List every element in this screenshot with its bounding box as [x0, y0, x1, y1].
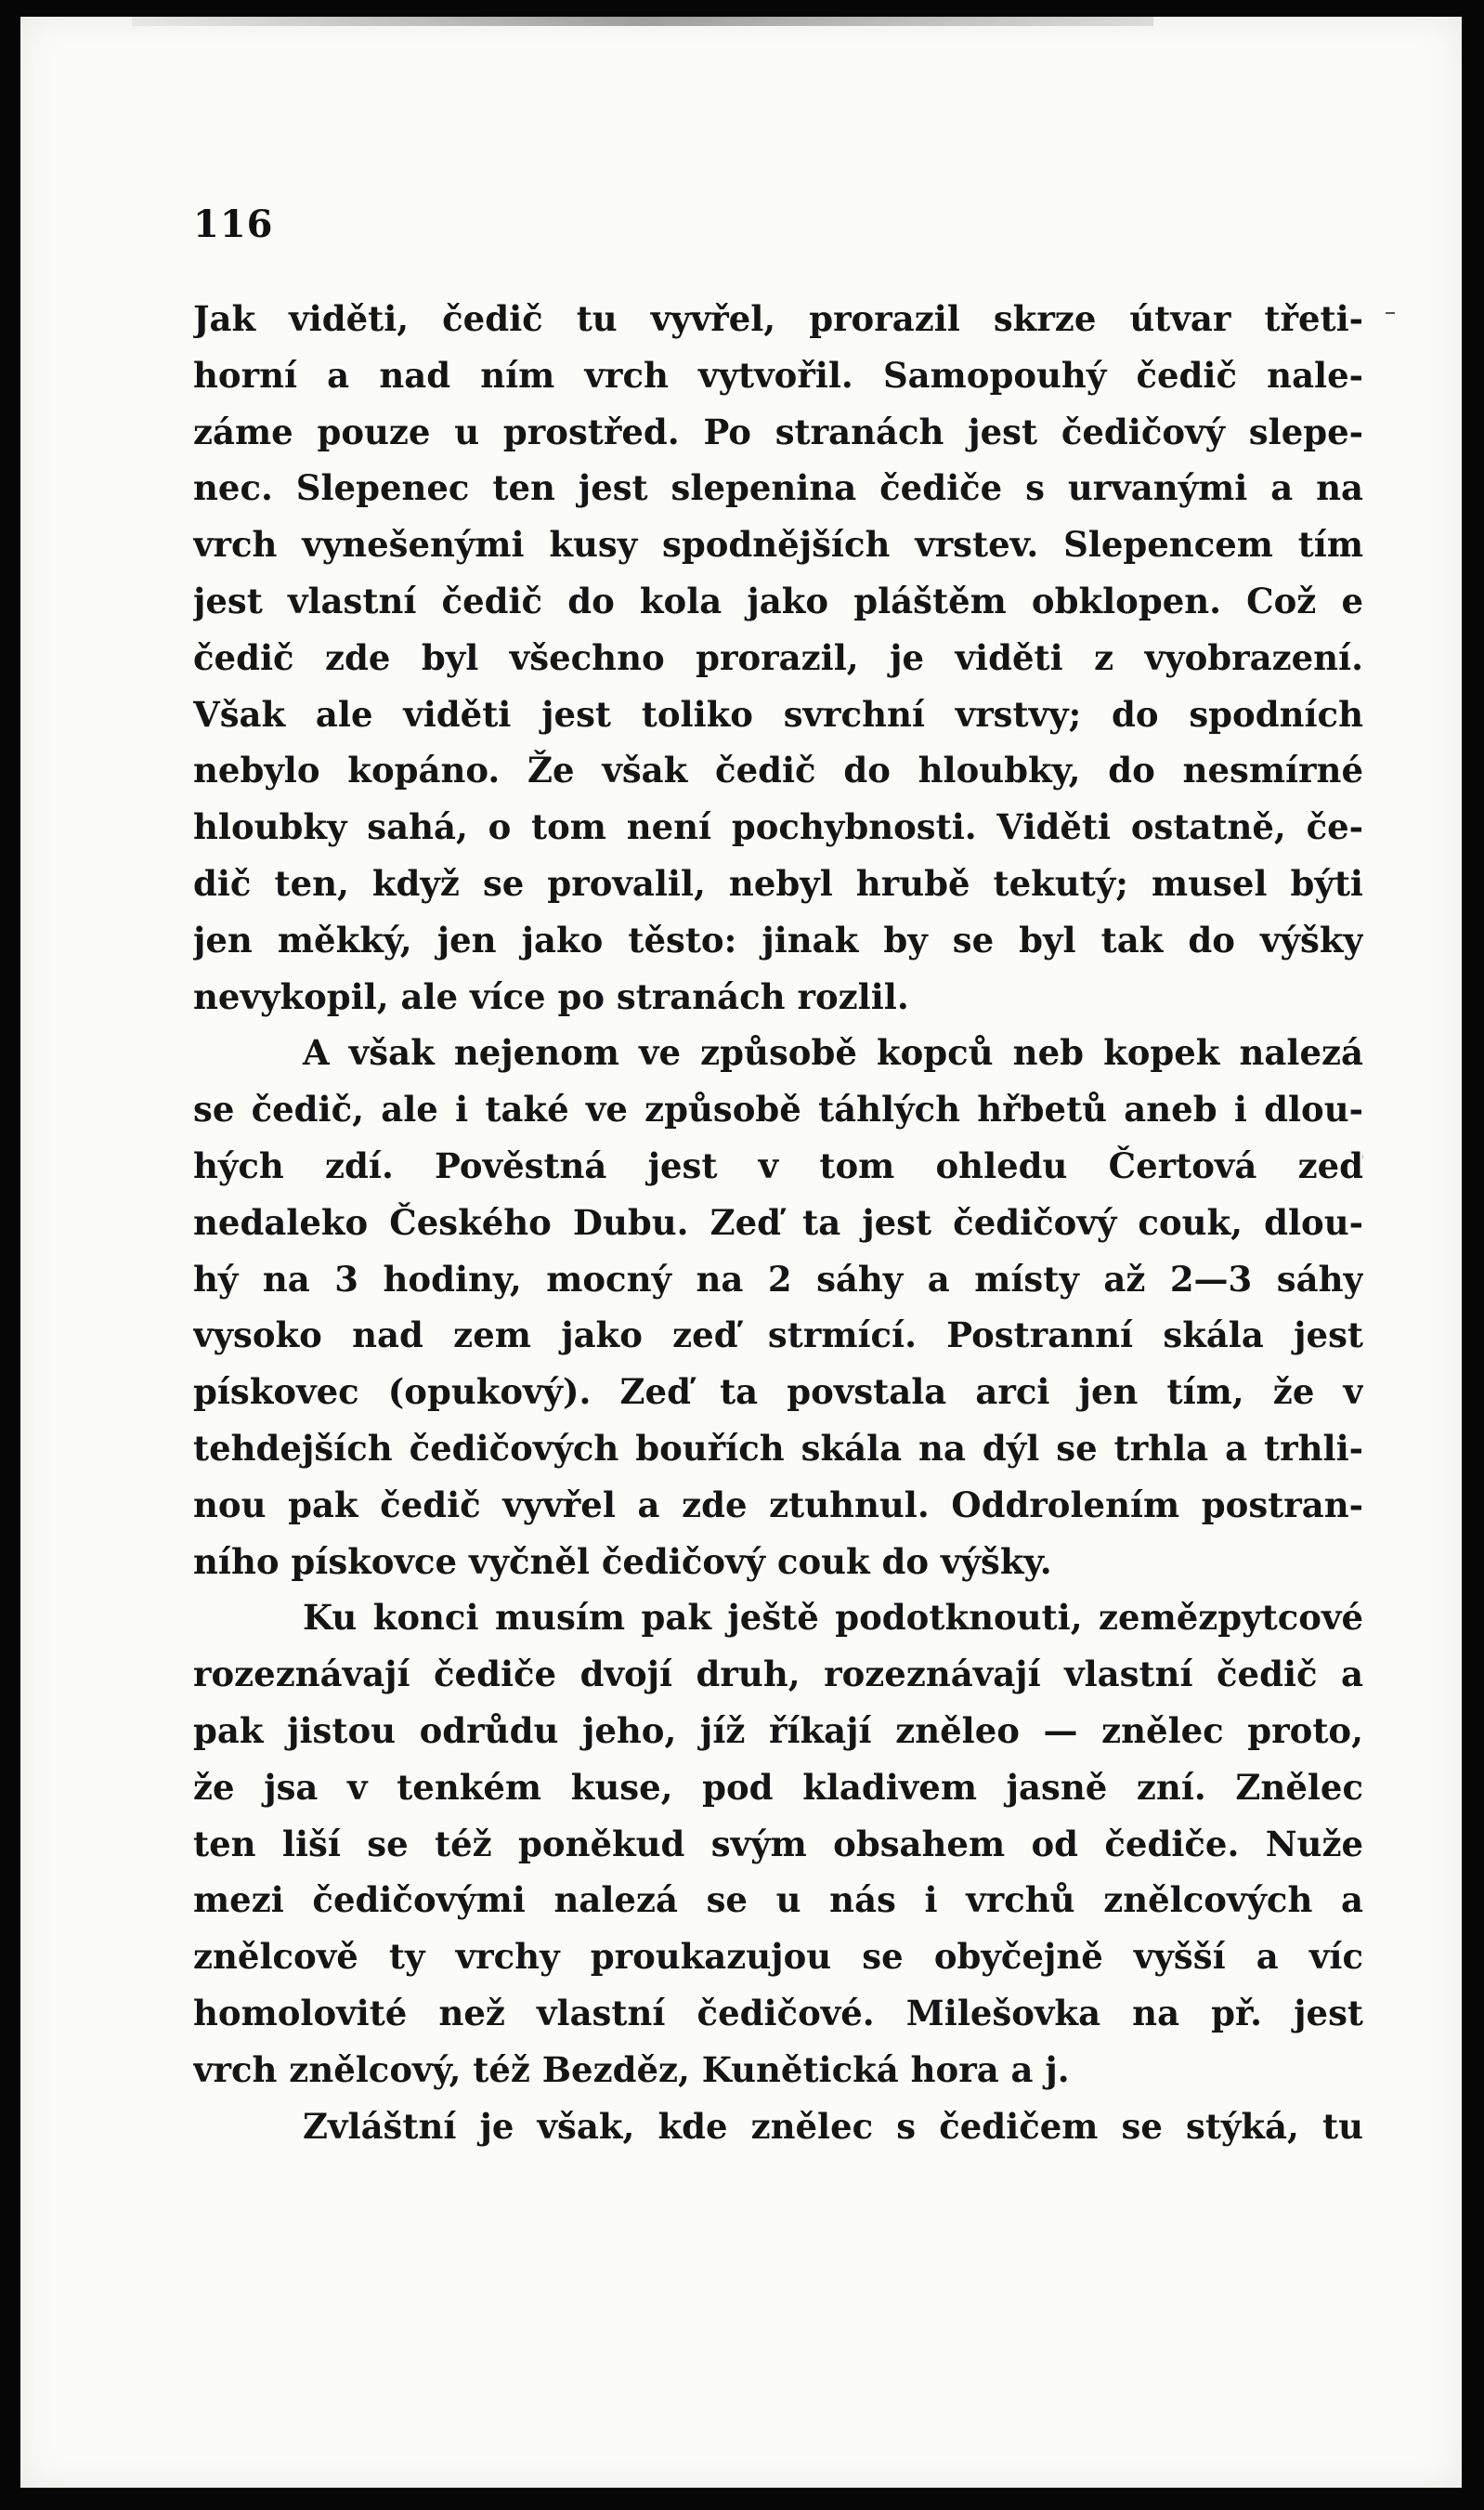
text-line: vrch znělcový, též Bezděz, Kunětická hora a j. — [193, 2048, 1070, 2090]
text-line: nevykopil, ale více po stranách rozlil. — [193, 975, 909, 1017]
page-number: 116 — [193, 203, 274, 246]
text-line: že jsa v tenkém kuse, pod kladivem jasně zní. Znělec — [193, 1766, 1363, 1808]
text-line: rozeznávají čediče dvojí druh, rozeznávají vlastní čedič a — [193, 1654, 1363, 1695]
text-line: mezi čedičovými nalezá se u nás i vrchů znělcových a — [193, 1879, 1363, 1921]
text-line: čedič zde byl všechno prorazil, je viděti z vyobrazení. — [193, 636, 1363, 678]
text-line: jest vlastní čedič do kola jako pláštěm obklopen. Což e — [193, 580, 1363, 621]
text-line: jen měkký, jen jako těsto: jinak by se byl tak do výšky — [193, 919, 1363, 961]
text-line: hých zdí. Pověstná jest v tom ohledu Čertová zeď — [193, 1144, 1363, 1186]
text-line: Zvláštní je však, kde znělec s čedičem se stýká, tu — [303, 2105, 1363, 2147]
body-text — [193, 291, 1363, 2154]
text-line: záme pouze u prostřed. Po stranách jest čedičový slepe- — [193, 411, 1363, 452]
scan-edge-shadow — [132, 17, 1153, 26]
text-line: Jak viděti, čedič tu vyvřel, prorazil skrze útvar třeti- — [193, 298, 1363, 339]
text-line: pak jistou odrůdu jeho, jíž říkají zněleo — znělec proto, — [193, 1709, 1363, 1751]
text-line: ního pískovce vyčněl čedičový couk do výšky. — [193, 1540, 1052, 1582]
text-line: znělcově ty vrchy proukazujou se obyčejně vyšší a víc — [193, 1936, 1363, 1978]
text-line: vysoko nad zem jako zeď strmící. Postranní skála jest — [193, 1314, 1363, 1356]
text-line: Ku konci musím pak ještě podotknouti, zemězpytcové — [303, 1597, 1363, 1639]
book-page — [20, 17, 1462, 2488]
text-line: A však nejenom ve způsobě kopců neb kopek nalezá — [303, 1032, 1363, 1074]
text-line: nedaleko Českého Dubu. Zeď ta jest čedičový couk, dlou- — [193, 1201, 1363, 1243]
text-line: homolovité než vlastní čedičové. Milešovka na př. jest — [193, 1992, 1363, 2033]
text-line: nebylo kopáno. Že však čedič do hloubky, do nesmírné — [193, 750, 1363, 791]
text-line: tehdejších čedičových bouřích skála na dýl se trhla a trhli- — [193, 1427, 1363, 1469]
text-line: vrch vynešenými kusy spodnějších vrstev. Slepencem tím — [193, 524, 1363, 566]
text-line: Však ale viděti jest toliko svrchní vrstvy; do spodních — [193, 693, 1363, 735]
margin-mark — [1386, 312, 1395, 314]
text-line: hloubky sahá, o tom není pochybnosti. Viděti ostatně, če- — [193, 806, 1363, 848]
text-line: horní a nad ním vrch vytvořil. Samopouhý čedič nale- — [193, 354, 1363, 396]
text-line: nou pak čedič vyvřel a zde ztuhnul. Oddrolením postran- — [193, 1484, 1363, 1525]
text-line: hý na 3 hodiny, mocný na 2 sáhy a místy až 2—3 sáhy — [193, 1258, 1363, 1300]
text-line: pískovec (opukový). Zeď ta povstala arci jen tím, že v — [193, 1371, 1363, 1413]
text-line: dič ten, když se provalil, nebyl hrubě tekutý; musel býti — [193, 862, 1363, 904]
text-line: se čedič, ale i také ve způsobě táhlých hřbetů aneb i dlou- — [193, 1089, 1363, 1131]
text-line: ten liší se též poněkud svým obsahem od čediče. Nuže — [193, 1823, 1363, 1864]
text-line: nec. Slepenec ten jest slepenina čediče s urvanými a na — [193, 467, 1363, 509]
